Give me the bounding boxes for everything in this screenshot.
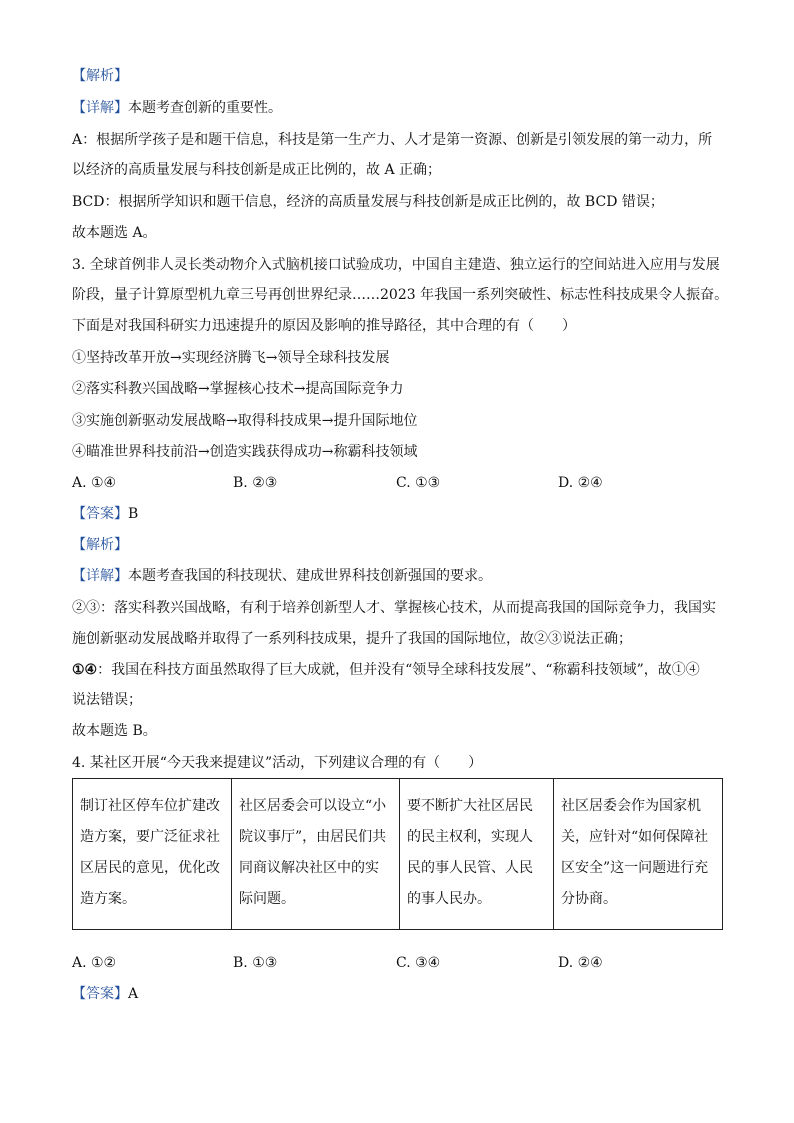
q3-option-a: A. ①④	[72, 475, 117, 491]
detail-tag: 【详解】	[72, 568, 128, 584]
q3-item-3: ③实施创新驱动发展战略→取得科技成果→提升国际地位	[72, 413, 418, 429]
detail-text: 本题考查创新的重要性。	[128, 100, 282, 116]
detail-line	[72, 99, 282, 117]
q3-explanation-1-line1: ②③：落实科教兴国战略，有利于培养创新型人才、掌握核心技术，从而提高我国的国际竞争力，我国实	[72, 600, 716, 616]
answer-value: A	[128, 986, 139, 1002]
option-a-analysis-line1: A：根据所学孩子是和题干信息，科技是第一生产力、人才是第一资源、创新是引领发展的第一动力，所	[72, 132, 713, 148]
option-a-analysis-line2: 以经济的高质量发展与科技创新是成正比例的，故 A 正确；	[72, 162, 442, 178]
q4-option-c: C. ③④	[396, 955, 441, 971]
q3-item-4: ④瞄准世界科技前沿→创造实践获得成功→称霸科技领域	[72, 444, 418, 460]
detail-text: 本题考查我国的科技现状、建成世界科技创新强国的要求。	[128, 568, 492, 584]
answer-tag: 【答案】	[72, 986, 128, 1002]
answer-tag: 【答案】	[72, 506, 128, 522]
q4-stem: 4. 某社区开展“今天我来提建议”活动，下列建议合理的有（ ）	[72, 755, 483, 771]
q3-item-1: ①坚持改革开放→实现经济腾飞→领导全球科技发展	[72, 350, 390, 366]
q4-option-b: B. ①③	[233, 955, 278, 971]
q3-option-d: D. ②④	[558, 475, 603, 491]
q3-answer-line	[72, 505, 138, 523]
q4-suggestion-table	[72, 778, 723, 930]
suggestion-cell-3: 要不断扩大社区居民的民主权利，实现人民的事人民管、人民的事人民办。	[400, 779, 554, 930]
q4-option-d: D. ②④	[558, 955, 603, 971]
q3-explanation-1-line2: 施创新驱动发展战略并取得了一系列科技成果，提升了我国的国际地位，故②③说法正确；	[72, 631, 632, 647]
q3-detail-line	[72, 567, 492, 585]
detail-tag: 【详解】	[72, 100, 128, 116]
suggestion-cell-1: 制订社区停车位扩建改造方案，要广泛征求社区居民的意见，优化改造方案。	[73, 779, 232, 930]
q3-stem-line3: 下面是对我国科研实力迅速提升的原因及影响的推导路径，其中合理的有（ ）	[72, 318, 576, 334]
suggestion-cell-2: 社区居委会可以设立“小院议事厅”，由居民们共同商议解决社区中的实际问题。	[232, 779, 400, 930]
q3-item-2: ②落实科教兴国战略→掌握核心技术→提高国际竞争力	[72, 381, 404, 397]
q4-answer-line	[72, 985, 138, 1003]
q3-analysis-tag: 【解析】	[72, 537, 128, 553]
analysis-tag: 【解析】	[72, 68, 128, 84]
q3-option-b: B. ②③	[233, 475, 278, 491]
q3-explanation-2-line2: 说法错误；	[72, 692, 142, 708]
explanation-label: ①④	[72, 662, 98, 678]
q3-stem-line1: 3. 全球首例非人灵长类动物介入式脑机接口试验成功，中国自主建造、独立运行的空间站进入应用与发展	[72, 257, 720, 273]
table-row	[73, 779, 723, 930]
q4-option-a: A. ①②	[72, 955, 117, 971]
conclusion: 故本题选 A。	[72, 225, 157, 241]
q3-conclusion: 故本题选 B。	[72, 723, 157, 739]
q3-stem-line2: 阶段，量子计算原型机九章三号再创世界纪录……2023 年我国一系列突破性、标志性科技成果令人振奋。	[72, 287, 729, 303]
q3-explanation-2-line1	[72, 661, 700, 679]
answer-value: B	[128, 506, 139, 522]
explanation-text: ：我国在科技方面虽然取得了巨大成就，但并没有“领导全球科技发展”、“称霸科技领域”，故①④	[97, 662, 700, 678]
q3-option-c: C. ①③	[396, 475, 441, 491]
suggestion-cell-4: 社区居委会作为国家机关，应针对“如何保障社区安全”这一问题进行充分协商。	[554, 779, 723, 930]
option-bcd-analysis: BCD：根据所学知识和题干信息，经济的高质量发展与科技创新是成正比例的，故 BCD 错误；	[72, 194, 664, 210]
